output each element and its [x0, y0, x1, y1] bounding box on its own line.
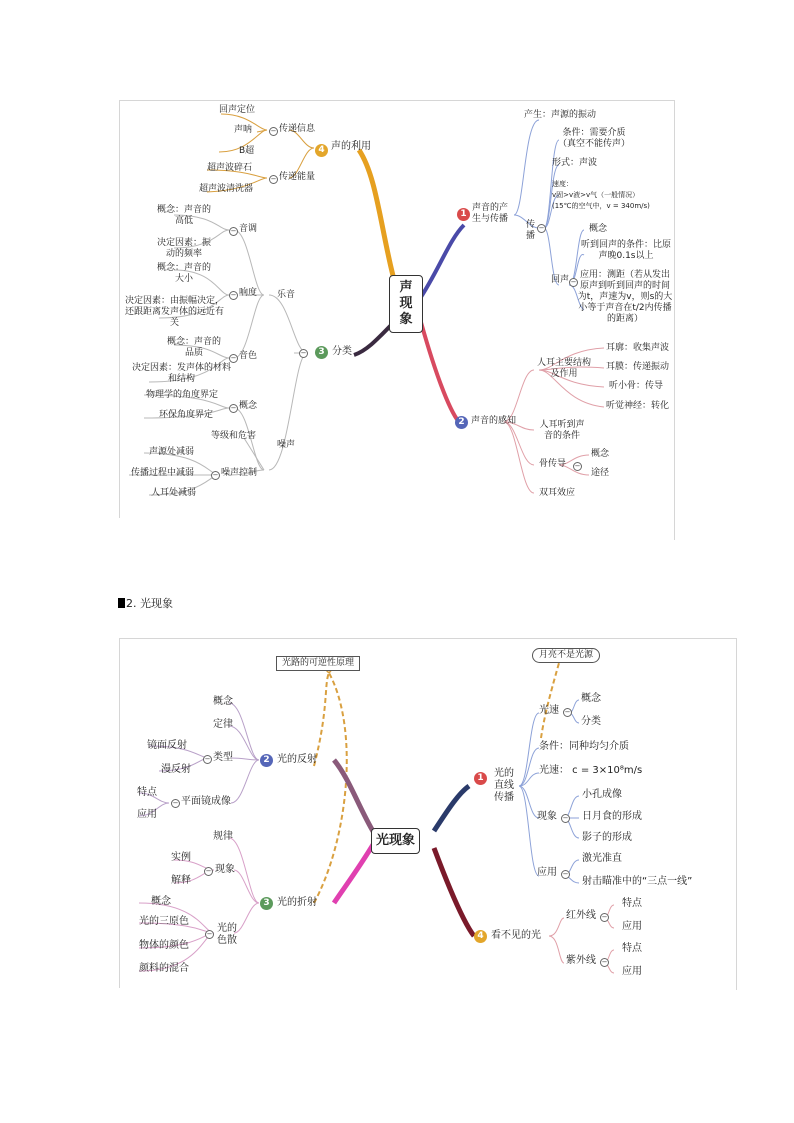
sound-branch-2-badge: 2: [455, 416, 468, 429]
object-color-leaf[interactable]: 物体的颜色: [139, 940, 189, 951]
light-branch-4-badge: 4: [474, 930, 487, 943]
reflection-node[interactable]: 光的反射: [277, 754, 317, 765]
sound-root-node[interactable]: [389, 275, 423, 333]
refraction-law-leaf[interactable]: 规律: [213, 831, 233, 842]
light-branch-2-badge: 2: [260, 754, 273, 767]
bone-path-leaf[interactable]: 途径: [591, 468, 610, 478]
reflection-law-leaf[interactable]: 定律: [213, 719, 233, 730]
pitch-node[interactable]: 音调: [239, 224, 258, 234]
timbre-factor-leaf[interactable]: 决定因素：发声体的材料和结构: [131, 363, 231, 384]
environment-definition-leaf[interactable]: 环保角度界定: [159, 410, 214, 420]
collapse-icon[interactable]: −: [204, 755, 211, 763]
sound-root-label: 声现象: [399, 280, 413, 327]
light-branch-1-badge: 1: [474, 772, 487, 785]
b-ultrasound-leaf[interactable]: B超: [239, 146, 255, 156]
echo-node[interactable]: 回声: [551, 275, 570, 285]
noise-node[interactable]: 噪声: [277, 440, 296, 450]
reflection-type-node[interactable]: 类型: [213, 752, 233, 763]
phenomenon-node[interactable]: 现象: [537, 811, 557, 822]
ear-reduce-leaf[interactable]: 人耳处减弱: [151, 488, 197, 498]
collapse-icon[interactable]: −: [562, 870, 569, 878]
diffuse-leaf[interactable]: 漫反射: [161, 764, 191, 775]
specular-leaf[interactable]: 镜面反射: [147, 740, 187, 751]
sound-produce-spread-node[interactable]: 声音的产生与传播: [471, 203, 508, 224]
laser-leaf[interactable]: 激光准直: [582, 853, 622, 864]
speed-concept-leaf[interactable]: 概念: [581, 693, 601, 704]
collapse-icon[interactable]: −: [538, 224, 545, 232]
auditory-nerve-leaf[interactable]: 听觉神经：转化: [606, 401, 670, 411]
light-branch-3-badge: 3: [260, 897, 273, 910]
collapse-icon[interactable]: −: [601, 958, 608, 966]
collapse-icon[interactable]: −: [206, 930, 213, 938]
physics-definition-leaf[interactable]: 物理学的角度界定: [146, 390, 219, 400]
infrared-node[interactable]: 红外线: [566, 910, 596, 921]
shadow-leaf[interactable]: 影子的形成: [582, 832, 632, 843]
speed-value-leaf[interactable]: (15℃的空气中，v = 340m/s): [552, 202, 650, 210]
hearing-condition-node[interactable]: 人耳听到声音的条件: [539, 420, 585, 441]
classification-node[interactable]: 分类: [332, 346, 352, 357]
collapse-icon[interactable]: −: [270, 127, 277, 135]
musical-sound-node[interactable]: 乐音: [277, 290, 296, 300]
refraction-phenomenon-node[interactable]: 现象: [215, 864, 235, 875]
echo-location-leaf[interactable]: 回声定位: [219, 105, 256, 115]
collapse-icon[interactable]: −: [570, 278, 577, 286]
collapse-icon[interactable]: −: [562, 814, 569, 822]
light-root-node[interactable]: [371, 828, 420, 854]
moon-note[interactable]: 月亮不是光源: [532, 648, 600, 663]
ultrasonic-cleaner-leaf[interactable]: 超声波清洗器: [199, 184, 254, 194]
echo-concept-leaf[interactable]: 概念: [589, 224, 608, 234]
medium-condition-leaf[interactable]: 条件：需要介质（真空不能传声）: [557, 128, 630, 149]
sound-mindmap: [119, 100, 675, 540]
three-primary-leaf[interactable]: 光的三原色: [139, 916, 189, 927]
transfer-energy-node[interactable]: 传递能量: [279, 172, 316, 182]
dispersion-concept-leaf[interactable]: 概念: [151, 896, 171, 907]
sonar-leaf[interactable]: 声呐: [234, 125, 253, 135]
speed-order-leaf[interactable]: v固>v液>v气（一般情况）: [552, 191, 640, 199]
collapse-icon[interactable]: −: [230, 227, 237, 235]
echo-condition-leaf[interactable]: 听到回声的条件：比原声晚0.1s以上: [581, 240, 672, 261]
collapse-icon[interactable]: −: [230, 354, 237, 362]
loudness-concept-leaf[interactable]: 概念：声音的大小: [156, 263, 211, 284]
sound-branch-3-badge: 3: [315, 346, 328, 359]
ossicle-leaf[interactable]: 听小骨：传导: [609, 381, 664, 391]
sound-use-node[interactable]: 声的利用: [331, 141, 371, 152]
loudness-node[interactable]: 响度: [239, 288, 258, 298]
noise-concept-node[interactable]: 概念: [239, 401, 258, 411]
ir-feature-leaf[interactable]: 特点: [622, 898, 642, 909]
collapse-icon[interactable]: −: [205, 867, 212, 875]
reflection-concept-leaf[interactable]: 概念: [213, 696, 233, 707]
light-root-label: 光现象: [376, 833, 416, 848]
speed-class-leaf[interactable]: 分类: [581, 716, 601, 727]
mirror-app-leaf[interactable]: 应用: [137, 809, 157, 820]
pinhole-leaf[interactable]: 小孔成像: [582, 789, 622, 800]
uv-app-leaf[interactable]: 应用: [622, 966, 642, 977]
echo-ranging-leaf[interactable]: 应用：测距（若从发出原声到听到回声的时间为t，声速为v，则s的大小等于声音在t/2内传播的距离）: [577, 270, 673, 324]
sound-branch-4-badge: 4: [315, 144, 328, 157]
collapse-icon[interactable]: −: [230, 291, 237, 299]
invisible-light-node[interactable]: 看不见的光: [491, 930, 541, 941]
collapse-icon[interactable]: −: [270, 175, 277, 183]
section-title: [118, 597, 173, 611]
medium-condition-leaf[interactable]: 条件：同种均匀介质: [539, 741, 629, 752]
pinna-leaf[interactable]: 耳廓：收集声波: [606, 343, 670, 353]
application-node[interactable]: 应用: [537, 867, 557, 878]
light-mindmap: [119, 638, 737, 990]
lithotripsy-leaf[interactable]: 超声波碎石: [207, 163, 253, 173]
collapse-icon[interactable]: −: [601, 913, 608, 921]
ir-app-leaf[interactable]: 应用: [622, 921, 642, 932]
bone-conduction-node[interactable]: 骨传导: [539, 459, 567, 469]
bullet-marker: [118, 598, 125, 608]
aiming-leaf[interactable]: 射击瞄准中的“三点一线”: [582, 876, 693, 887]
noise-level-node[interactable]: 等级和危害: [211, 431, 257, 441]
sound-source-leaf[interactable]: 产生：声源的振动: [524, 110, 597, 120]
bone-concept-leaf[interactable]: 概念: [591, 449, 610, 459]
spread-node[interactable]: 传播: [526, 220, 536, 241]
timbre-concept-leaf[interactable]: 概念：声音的品质: [166, 337, 221, 358]
section-title-text: 2. 光现象: [126, 597, 173, 610]
speed-value-leaf[interactable]: 光速： c = 3×10⁸m/s: [539, 765, 643, 776]
ear-structure-node[interactable]: 人耳主要结构及作用: [536, 358, 591, 379]
mirror-feature-leaf[interactable]: 特点: [137, 787, 157, 798]
eclipse-leaf[interactable]: 日月食的形成: [582, 811, 642, 822]
ultraviolet-node[interactable]: 紫外线: [566, 955, 596, 966]
light-speed-node[interactable]: 光速: [539, 705, 559, 716]
refraction-node[interactable]: 光的折射: [277, 897, 317, 908]
dispersion-node[interactable]: 光的色散: [217, 923, 237, 946]
collapse-icon[interactable]: −: [172, 799, 179, 807]
speed-label[interactable]: 速度：: [552, 180, 573, 188]
timbre-node[interactable]: 音色: [239, 351, 258, 361]
plane-mirror-node[interactable]: 平面镜成像: [181, 796, 231, 807]
noise-control-node[interactable]: 噪声控制: [221, 468, 258, 478]
collapse-icon[interactable]: −: [230, 404, 237, 412]
pitch-concept-leaf[interactable]: 概念：声音的高低: [156, 205, 211, 226]
loudness-factor-leaf[interactable]: 决定因素：由振幅决定，还跟距离发声体的远近有关: [124, 296, 224, 328]
transfer-info-node[interactable]: 传递信息: [279, 124, 316, 134]
eardrum-leaf[interactable]: 耳膜：传递振动: [606, 362, 670, 372]
example-leaf[interactable]: 实例: [171, 852, 191, 863]
sound-perception-node[interactable]: 声音的感知: [471, 416, 517, 426]
path-reduce-leaf[interactable]: 传播过程中减弱: [131, 468, 195, 478]
collapse-icon[interactable]: −: [574, 462, 581, 470]
collapse-icon[interactable]: −: [564, 708, 571, 716]
pitch-factor-leaf[interactable]: 决定因素：振动的频率: [156, 238, 211, 259]
binaural-leaf[interactable]: 双耳效应: [539, 488, 576, 498]
collapse-icon[interactable]: −: [212, 471, 219, 479]
straight-line-node[interactable]: 光的直线传播: [494, 768, 514, 803]
sound-wave-leaf[interactable]: 形式：声波: [552, 158, 598, 168]
sound-branch-1-badge: 1: [457, 208, 470, 221]
explain-leaf[interactable]: 解释: [171, 875, 191, 886]
reversible-principle-note[interactable]: 光路的可逆性原理: [276, 656, 360, 671]
collapse-icon[interactable]: −: [300, 349, 307, 357]
pigment-mix-leaf[interactable]: 颜料的混合: [139, 963, 189, 974]
source-reduce-leaf[interactable]: 声源处减弱: [149, 447, 195, 457]
uv-feature-leaf[interactable]: 特点: [622, 943, 642, 954]
